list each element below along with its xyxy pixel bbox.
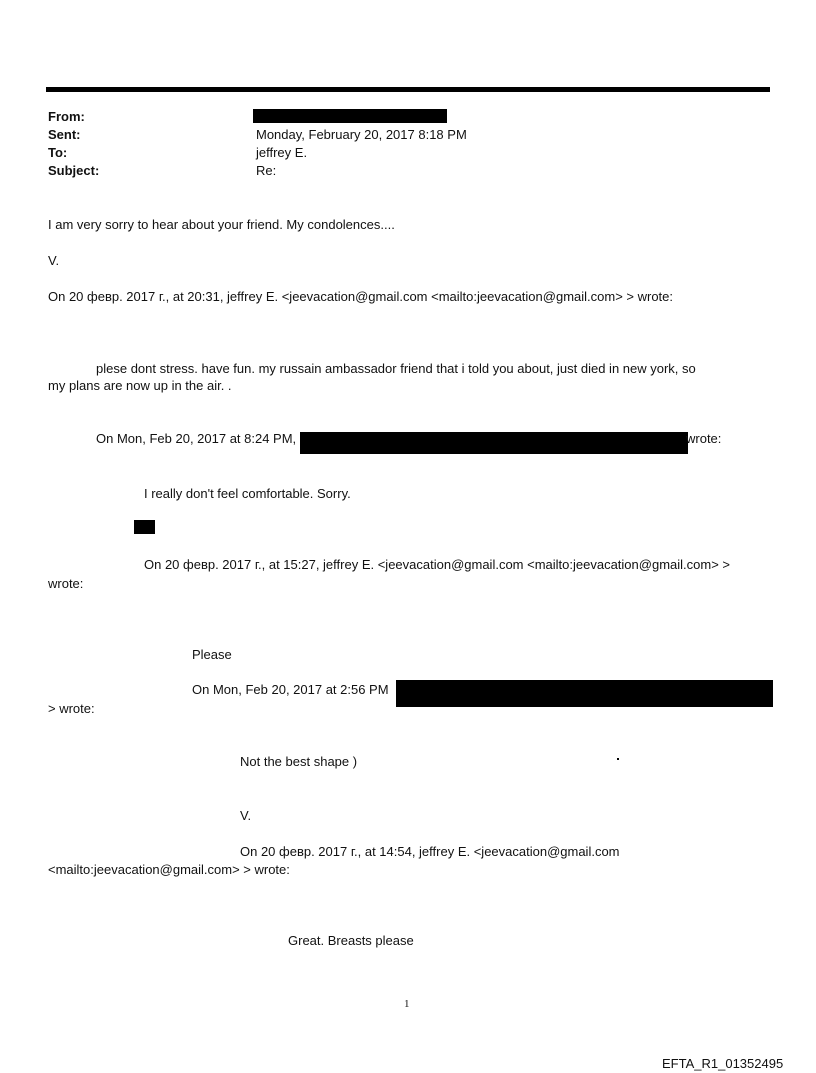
- from-redaction: [253, 109, 447, 123]
- message-6: Great. Breasts please: [288, 933, 414, 948]
- quote-header-2-suffix: wrote:: [686, 431, 722, 446]
- quote-header-2-prefix: On Mon, Feb 20, 2017 at 8:24 PM,: [96, 431, 297, 446]
- document-id: EFTA_R1_01352495: [662, 1056, 784, 1071]
- message-3: I really don't feel comfortable. Sorry.: [144, 486, 351, 501]
- quote-header-2-redaction: [300, 432, 688, 454]
- message-2-line-2: my plans are now up in the air. .: [48, 378, 232, 393]
- subject-label: Subject:: [48, 163, 100, 178]
- signature-v-1: V.: [48, 253, 60, 268]
- header-rule: [46, 87, 770, 92]
- message-5: Not the best shape ): [240, 754, 358, 769]
- quote-header-1: On 20 февр. 2017 г., at 20:31, jeffrey E. <jeevacation@gmail.com <mailto:jeevacation@gmail.com> > wrote:: [48, 289, 674, 304]
- quote-header-4-line-2: > wrote:: [48, 701, 95, 716]
- message-4: Please: [192, 647, 232, 662]
- quote-header-5-line-2: <mailto:jeevacation@gmail.com> > wrote:: [48, 862, 290, 877]
- quote-header-4-line-1: On Mon, Feb 20, 2017 at 2:56 PM: [192, 682, 389, 697]
- quote-header-5-line-1: On 20 февр. 2017 г., at 14:54, jeffrey E. <jeevacation@gmail.com: [240, 844, 620, 859]
- page-number: 1: [404, 998, 410, 1010]
- quote-header-3-line-1: On 20 февр. 2017 г., at 15:27, jeffrey E. <jeevacation@gmail.com <mailto:jeevacation@gmail.com> >: [144, 557, 730, 572]
- quote-header-4-redaction: [396, 680, 773, 707]
- message-2-line-1: plese dont stress. have fun. my russain ambassador friend that i told you about, just died in new york, so: [96, 361, 696, 376]
- sent-label: Sent:: [48, 127, 81, 142]
- sent-value: Monday, February 20, 2017 8:18 PM: [256, 127, 467, 142]
- from-label: From:: [48, 109, 85, 124]
- to-value: jeffrey E.: [256, 145, 308, 160]
- body-line-condolences: I am very sorry to hear about your friend. My condolences....: [48, 217, 395, 232]
- signature-redaction: [134, 520, 155, 534]
- quote-header-3-line-2: wrote:: [48, 576, 84, 591]
- subject-value: Re:: [256, 163, 277, 178]
- stray-dot: [617, 758, 619, 760]
- signature-v-2: V.: [240, 808, 252, 823]
- to-label: To:: [48, 145, 68, 160]
